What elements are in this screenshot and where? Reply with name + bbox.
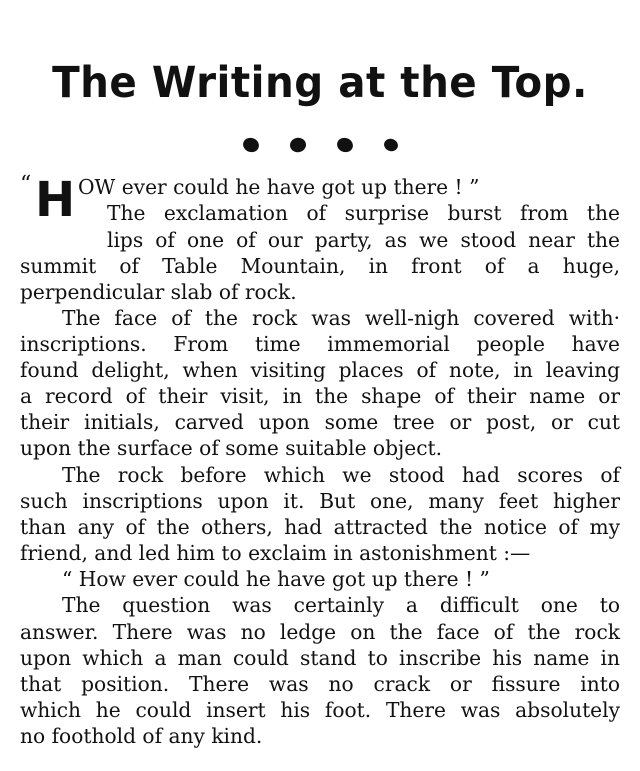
text-line: than any of the others, had attracted the notice of my [20,515,620,539]
ornament-dot [289,137,307,153]
text-line: such inscriptions upon it. But one, many feet higher [20,489,620,513]
text-line: which he could insert his foot. There was absolutely [20,698,620,722]
text-line: that position. There was no crack or fissure into [20,672,620,696]
opening-quote: “ [20,172,32,197]
text-line: their initials, carved upon some tree or post, or cut [20,410,620,434]
text-line: The exclamation of surprise burst from the [107,201,620,225]
drop-cap: H [35,172,76,228]
text-line: The face of the rock was well-nigh covered with· [62,306,620,330]
text-line: The question was certainly a difficult one to [62,593,620,617]
text-line: no foothold of any kind. [20,724,263,748]
text-line: summit of Table Mountain, in front of a huge, [20,254,620,278]
text-line: lips of one of our party, as we stood near the [107,228,620,252]
ornament-dot [382,137,399,153]
text-line: answer. There was no ledge on the face of the rock [20,620,620,644]
text-line: a record of their visit, in the shape of their name or [20,384,620,408]
ornament-dot [241,136,261,155]
text-line: OW ever could he have got up there ! ” [78,175,480,199]
text-line: upon the surface of some suitable object. [20,436,443,460]
text-line: The rock before which we stood had scores of [62,463,620,487]
ornament-dot [335,136,355,155]
text-line: “ How ever could he have got up there ! ” [62,567,490,591]
text-line: perpendicular slab of rock. [20,280,297,304]
text-line: inscriptions. From time immemorial people have [20,332,620,356]
text-line: upon which a man could stand to inscribe his name in [20,646,620,670]
text-line: found delight, when visiting places of note, in leaving [20,358,620,382]
ornament-divider [0,137,640,153]
text-line: friend, and led him to exclaim in astonishment :— [20,541,531,565]
article-title: The Writing at the Top. [52,58,588,108]
